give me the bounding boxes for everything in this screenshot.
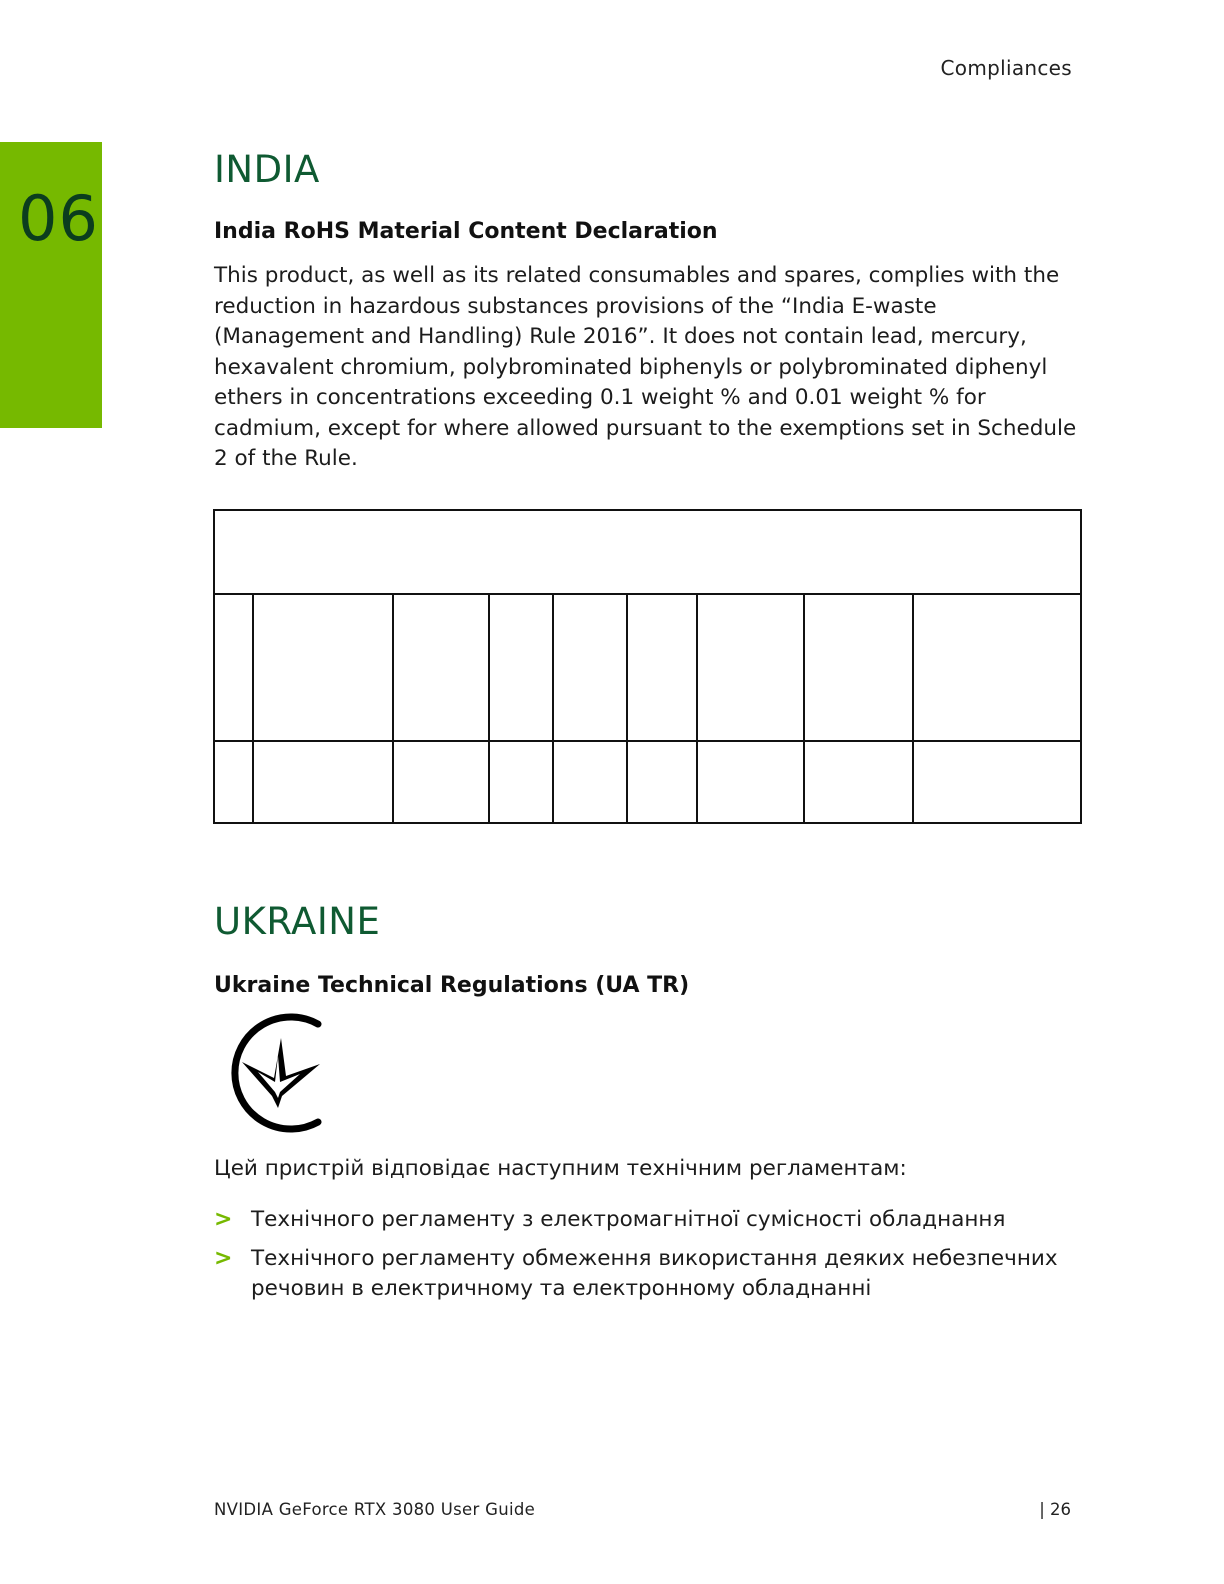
table-header-row — [214, 594, 1081, 741]
india-rohs-paragraph: This product, as well as its related consumables and spares, complies with the reduction in hazardous substances provisions of the “India E-waste (Management and Handling) Rule 2016”. It does not contain lead, mercury, hexavalent chromium, polybrominated biphenyls or polybrominated diphenyl ethers in concentrations exceeding 0.1 weight % and 0.01 weight % for cadmium, except for where allowed pursuant to the exemptions set in Schedule 2 of the Rule. — [214, 263, 1077, 471]
running-header: Compliances — [940, 56, 1072, 80]
table-title-row — [214, 510, 1081, 594]
chevron-right-icon: > — [214, 1207, 233, 1232]
chapter-number: 06 — [18, 182, 99, 255]
table-header-cell — [913, 594, 1081, 741]
ukraine-regulations-list — [214, 1205, 1080, 1313]
table-cell — [489, 741, 553, 823]
table-cell — [214, 741, 253, 823]
table-cell — [393, 741, 489, 823]
list-item-text: Технічного регламенту з електромагнітної сумісності обладнання — [251, 1207, 1006, 1232]
table-cell — [553, 741, 627, 823]
list-item — [214, 1244, 1080, 1304]
table-cell — [627, 741, 697, 823]
table-header-cell — [627, 594, 697, 741]
table-header-cell — [804, 594, 913, 741]
india-rohs-table — [213, 509, 1082, 824]
table-title-cell — [214, 510, 1081, 594]
table-cell — [253, 741, 393, 823]
table-cell — [697, 741, 804, 823]
ukraine-tr-subheading: Ukraine Technical Regulations (UA TR) — [214, 973, 690, 998]
table-header-cell — [697, 594, 804, 741]
table-header-cell — [553, 594, 627, 741]
ukraine-heading: UKRAINE — [214, 900, 381, 943]
ukraine-intro-text: Цей пристрій відповідає наступним технічним регламентам: — [214, 1156, 907, 1181]
table-cell — [913, 741, 1081, 823]
table-cell — [804, 741, 913, 823]
table-header-cell — [253, 594, 393, 741]
table-row — [214, 741, 1081, 823]
footer-page-number: | 26 — [1039, 1500, 1071, 1519]
table-header-cell — [214, 594, 253, 741]
india-heading: INDIA — [214, 148, 320, 191]
table-header-cell — [393, 594, 489, 741]
table-header-cell — [489, 594, 553, 741]
footer-guide-title: NVIDIA GeForce RTX 3080 User Guide — [214, 1500, 536, 1519]
list-item — [214, 1205, 1080, 1235]
ukraine-conformity-mark-icon — [220, 1012, 330, 1134]
chevron-right-icon: > — [214, 1246, 233, 1271]
india-rohs-subheading: India RoHS Material Content Declaration — [214, 219, 718, 244]
list-item-text: Технічного регламенту обмеження використання деяких небезпечних речовин в електричному та електронному обладнанні — [251, 1246, 1058, 1301]
